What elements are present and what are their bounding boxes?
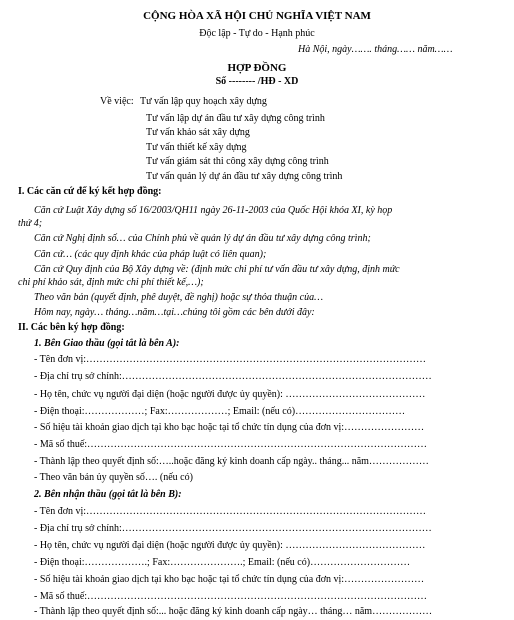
party-b-field: - Điện thoại:……………….; Fax:………………….; Email: (nếu có)………………………… [34,557,411,568]
section1-heading: I. Các căn cứ để ký kết hợp đồng: [18,186,162,197]
subject-item: Tư vấn khảo sát xây dựng [146,127,250,138]
country-name: CỘNG HÒA XÃ HỘI CHỦ NGHĨA VIỆT NAM [143,10,371,22]
subject-item: Tư vấn lập quy hoạch xây dựng [140,96,267,107]
party-a-field: - Số hiệu tài khoản giao dịch tại kho bạc hoặc tại tổ chức tín dụng của đơn vị:…………………… [34,422,425,433]
legal-basis-line: Hôm nay, ngày… tháng…năm…tại…chúng tôi gồm các bên dưới đây: [34,307,315,318]
party-a-heading: 1. Bên Giao thầu (gọi tắt là bên A): [34,338,180,349]
legal-basis-line: Căn cứ Luật Xây dựng số 16/2003/QH11 ngày 26-11-2003 của Quốc Hội khóa XI, kỳ họp [34,205,393,216]
legal-basis-line: thứ 4; [18,218,43,229]
party-a-field: - Địa chỉ trụ sở chính:………………………………………………………………………………… [34,371,432,382]
party-a-field: - Tên đơn vị:………………………………………………………………………………………… [34,354,427,365]
party-b-field: - Thành lập theo quyết định số:... hoặc đăng ký kinh doanh cấp ngày… tháng… năm……………… [34,606,433,617]
party-b-field: - Tên đơn vị:………………………………………………………………………………………… [34,506,427,517]
place-date: Hà Nội, ngày……. tháng…… năm…… [298,44,453,55]
subject-item: Tư vấn thiết kế xây dựng [146,142,247,153]
legal-basis-line: chi phí khảo sát, định mức chi phí thiết kế,…); [18,277,204,288]
legal-basis-line: Căn cứ Nghị định số… của Chính phủ về quản lý dự án đầu tư xây dựng công trình; [34,233,371,244]
contract-title: HỢP ĐỒNG [227,62,287,74]
contract-number: Số -------- /HĐ - XD [215,76,299,87]
party-b-heading: 2. Bên nhận thầu (gọi tắt là bên B): [34,489,182,500]
party-a-field: - Thành lập theo quyết định số:…..hoặc đăng ký kinh doanh cấp ngày.. tháng... năm……………… [34,456,429,467]
legal-basis-line: Căn cứ Quy định của Bộ Xây dựng về: (định mức chi phí tư vấn đầu tư xây dựng, định mức [34,264,400,275]
party-b-field: - Địa chỉ trụ sở chính:………………………………………………………………………………… [34,523,432,534]
party-a-field: - Mã số thuế:………………………………………………………………………………………… [34,439,428,450]
legal-basis-line: Theo văn bản (quyết định, phê duyệt, đề nghị) hoặc sự thỏa thuận của… [34,292,324,303]
subject-item: Tư vấn giám sát thi công xây dựng công trình [146,156,329,167]
motto: Độc lập - Tự do - Hạnh phúc [199,28,315,39]
party-b-field: - Số hiệu tài khoản giao dịch tại kho bạc hoặc tại tổ chức tín dụng của đơn vị:…………………… [34,574,425,585]
party-a-field: - Theo văn bản ủy quyền số…. (nếu có) [34,472,193,483]
party-a-field: - Điện thoại:………………; Fax:………………; Email: (nếu có)…………………………… [34,406,406,417]
party-b-field: - Mã số thuế:………………………………………………………………………………………… [34,591,428,602]
party-a-field: - Họ tên, chức vụ người đại diện (hoặc người được ủy quyền): …………………………………… [34,389,426,400]
legal-basis-line: Căn cứ… (các quy định khác của pháp luật có liên quan); [34,249,267,260]
subject-item: Tư vấn quản lý dự án đầu tư xây dựng công trình [146,171,343,182]
section2-heading: II. Các bên ký hợp đồng: [18,322,125,333]
party-b-field: - Họ tên, chức vụ người đại diện (hoặc người được ủy quyền): …………………………………… [34,540,426,551]
subject-item: Tư vấn lập dự án đầu tư xây dựng công trình [146,113,325,124]
subject-label: Về việc: [100,96,134,107]
